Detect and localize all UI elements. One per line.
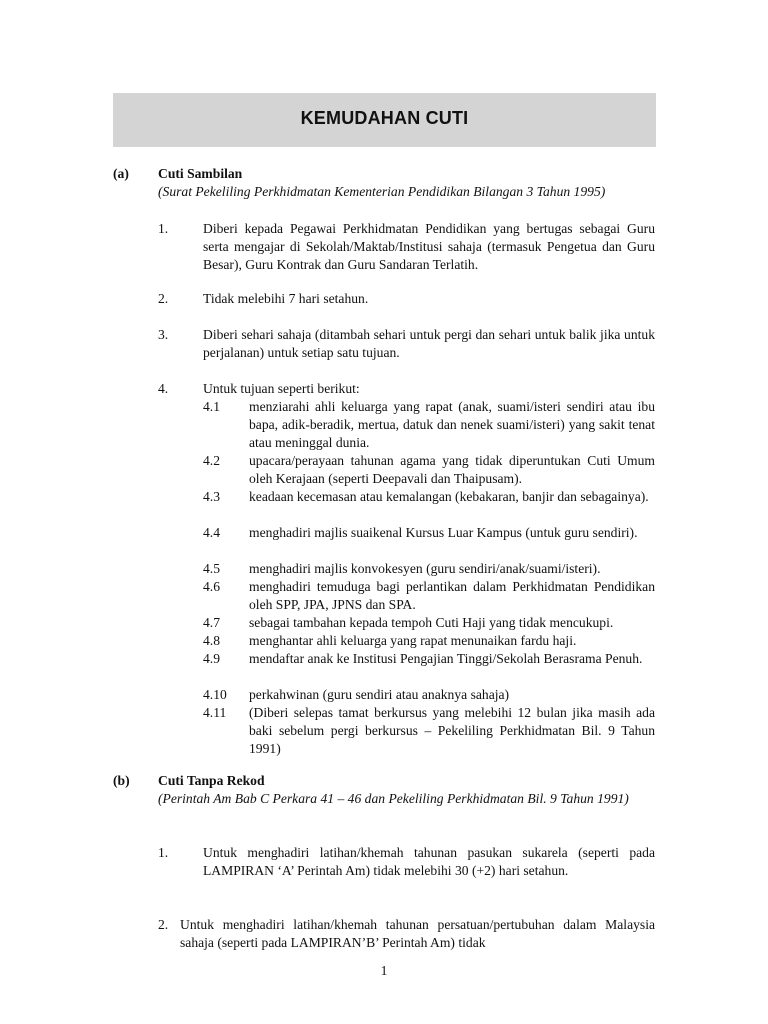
subitem-text: keadaan kecemasan atau kemalangan (kebakaran, banjir dan sebagainya). bbox=[249, 489, 649, 504]
item-text: Untuk menghadiri latihan/khemah tahunan pasukan sukarela (seperti pada LAMPIRAN ‘A’ Perintah Am) tidak melebihi 30 (+2) hari setahun. bbox=[203, 845, 655, 878]
subitem-text: menghadiri majlis konvokesyen (guru sendiri/anak/suami/isteri). bbox=[249, 561, 601, 576]
subitem-text: sebagai tambahan kepada tempoh Cuti Haji yang tidak mencukupi. bbox=[249, 615, 614, 630]
subitem-number: 4.2 bbox=[203, 453, 220, 468]
subitem-number: 4.8 bbox=[203, 633, 220, 648]
subitem-text: menziarahi ahli keluarga yang rapat (anak, suami/isteri sendiri atau ibu bapa, adik-beradik, mertua, datuk dan nenek suami/isteri) yang sakit tenat atau meninggal dunia. bbox=[249, 399, 655, 450]
page-title: KEMUDAHAN CUTI bbox=[300, 108, 469, 128]
subitem-text: upacara/perayaan tahunan agama yang tidak diperuntukan Cuti Umum oleh Kerajaan (seperti Deepavali dan Thaipusam). bbox=[249, 453, 655, 486]
item-number: 2. bbox=[158, 291, 169, 306]
subitem-number: 4.9 bbox=[203, 651, 220, 666]
subitem-text: perkahwinan (guru sendiri atau anaknya sahaja) bbox=[249, 687, 510, 702]
section-b-reference: (Perintah Am Bab C Perkara 41 – 46 dan Pekeliling Perkhidmatan Bil. 9 Tahun 1991) bbox=[158, 791, 629, 806]
item-number: 1. bbox=[158, 845, 169, 860]
section-b-heading: Cuti Tanpa Rekod bbox=[158, 773, 265, 788]
item-text: Untuk menghadiri latihan/khemah tahunan persatuan/pertubuhan dalam Malaysia sahaja (seperti pada LAMPIRAN’B’ Perintah Am) tidak bbox=[180, 917, 655, 950]
subitem-text: menghadiri temuduga bagi perlantikan dalam Perkhidmatan Pendidikan oleh SPP, JPA, JPNS dan SPA. bbox=[249, 579, 655, 612]
item-number: 1. bbox=[158, 221, 169, 236]
subitem-number: 4.3 bbox=[203, 489, 220, 504]
subitem-number: 4.11 bbox=[203, 705, 227, 720]
subitem-number: 4.10 bbox=[203, 687, 227, 702]
item-text: Diberi sehari sahaja (ditambah sehari untuk pergi dan sehari untuk balik jika untuk perjalanan) untuk setiap satu tujuan. bbox=[203, 327, 655, 360]
subitem-number: 4.6 bbox=[203, 579, 220, 594]
item-number: 4. bbox=[158, 381, 169, 396]
subitem-number: 4.1 bbox=[203, 399, 220, 414]
title-box bbox=[113, 93, 656, 147]
page-number: 1 bbox=[380, 963, 388, 978]
subitem-text: menghadiri majlis suaikenal Kursus Luar Kampus (untuk guru sendiri). bbox=[249, 525, 638, 540]
subitem-number: 4.4 bbox=[203, 525, 220, 540]
section-a-marker: (a) bbox=[113, 166, 129, 181]
section-a-heading: Cuti Sambilan bbox=[158, 166, 243, 181]
item-number: 2. bbox=[158, 917, 169, 932]
section-b-marker: (b) bbox=[113, 773, 130, 788]
section-a-reference: (Surat Pekeliling Perkhidmatan Kementerian Pendidikan Bilangan 3 Tahun 1995) bbox=[158, 184, 606, 199]
item-text: Diberi kepada Pegawai Perkhidmatan Pendidikan yang bertugas sebagai Guru serta mengajar di Sekolah/Maktab/Institusi sahaja (termasuk Pengetua dan Guru Besar), Guru Kontrak dan Guru Sandaran Terlatih. bbox=[203, 221, 655, 272]
subitem-text: mendaftar anak ke Institusi Pengajian Tinggi/Sekolah Berasrama Penuh. bbox=[249, 651, 643, 666]
item-text: Untuk tujuan seperti berikut: bbox=[203, 381, 360, 396]
subitem-number: 4.7 bbox=[203, 615, 220, 630]
item-number: 3. bbox=[158, 327, 169, 342]
subitem-text: menghantar ahli keluarga yang rapat menunaikan fardu haji. bbox=[249, 633, 577, 648]
subitem-text: (Diberi selepas tamat berkursus yang melebihi 12 bulan jika masih ada baki sebelum pergi berkursus – Pekeliling Perkhidmatan Bil. 9 Tahun 1991) bbox=[249, 705, 655, 756]
subitem-number: 4.5 bbox=[203, 561, 220, 576]
item-text: Tidak melebihi 7 hari setahun. bbox=[203, 291, 369, 306]
